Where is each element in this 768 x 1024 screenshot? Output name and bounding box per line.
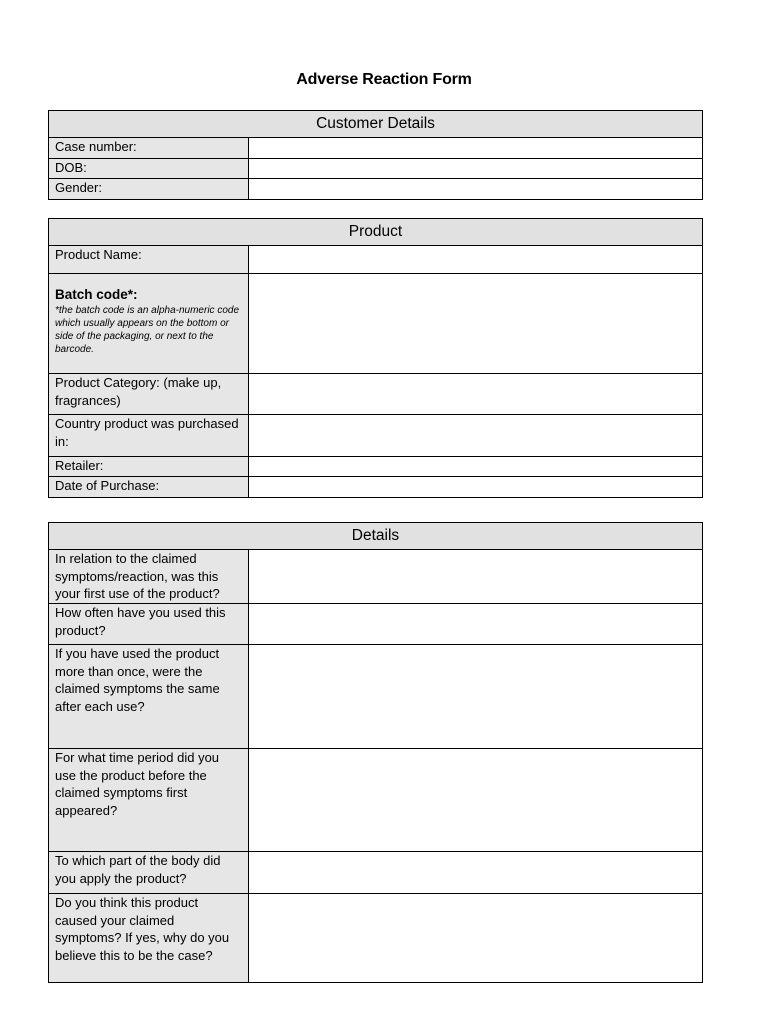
batch-code-note: *the batch code is an alpha-numeric code which usually appears on the bottom or side of the packaging, or next to the barcode.	[55, 304, 240, 356]
question-how-often-label: How often have you used this product?	[49, 604, 249, 645]
case-number-field[interactable]	[249, 138, 703, 159]
customer-details-header: Customer Details	[49, 111, 703, 138]
question-body-part-field[interactable]	[249, 852, 703, 894]
details-header: Details	[49, 523, 703, 550]
product-header: Product	[49, 219, 703, 246]
question-same-symptoms-label: If you have used the product more than once, were the claimed symptoms the same after each use?	[49, 645, 249, 749]
date-of-purchase-field[interactable]	[249, 477, 703, 498]
question-same-symptoms-field[interactable]	[249, 645, 703, 749]
product-name-field[interactable]	[249, 246, 703, 274]
question-caused-symptoms-label: Do you think this product caused your claimed symptoms? If yes, why do you believe this to be the case?	[49, 894, 249, 983]
batch-code-field[interactable]	[249, 274, 703, 374]
date-of-purchase-label: Date of Purchase:	[49, 477, 249, 498]
product-category-field[interactable]	[249, 374, 703, 415]
details-table	[48, 522, 703, 983]
country-field[interactable]	[249, 415, 703, 457]
batch-code-cell	[49, 274, 249, 374]
form-title: Adverse Reaction Form	[296, 71, 472, 88]
question-first-use-label: In relation to the claimed symptoms/reaction, was this your first use of the product?	[49, 550, 249, 604]
gender-field[interactable]	[249, 179, 703, 200]
question-body-part-label: To which part of the body did you apply the product?	[49, 852, 249, 894]
product-table	[48, 218, 703, 498]
question-how-often-field[interactable]	[249, 604, 703, 645]
retailer-field[interactable]	[249, 457, 703, 477]
case-number-label: Case number:	[49, 138, 249, 159]
dob-label: DOB:	[49, 159, 249, 179]
batch-code-label: Batch code*:	[55, 287, 138, 302]
customer-details-table	[48, 110, 703, 200]
question-time-period-field[interactable]	[249, 749, 703, 852]
question-time-period-label: For what time period did you use the product before the claimed symptoms first appeared?	[49, 749, 249, 852]
retailer-label: Retailer:	[49, 457, 249, 477]
dob-field[interactable]	[249, 159, 703, 179]
country-label: Country product was purchased in:	[49, 415, 249, 457]
question-caused-symptoms-field[interactable]	[249, 894, 703, 983]
product-category-label: Product Category: (make up, fragrances)	[49, 374, 249, 415]
product-name-label: Product Name:	[49, 246, 249, 274]
gender-label: Gender:	[49, 179, 249, 200]
question-first-use-field[interactable]	[249, 550, 703, 604]
